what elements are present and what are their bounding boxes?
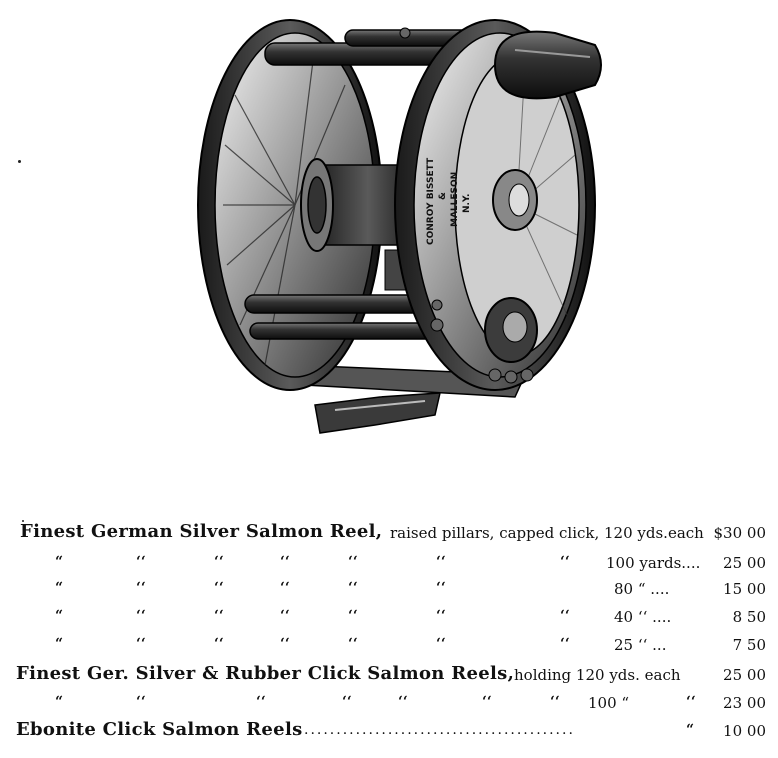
ditto-mark: “ (55, 694, 64, 710)
ditto-mark: ‘‘ (482, 694, 492, 710)
dot-leader: .......................................... (304, 722, 575, 738)
price: 23 00 (723, 694, 766, 712)
ditto-mark: “ (55, 580, 64, 596)
ditto-mark: ‘‘ (550, 694, 560, 710)
ditto-mark: ‘‘ (560, 608, 570, 624)
product-title: Ebonite Click Salmon Reels (16, 719, 303, 740)
product-description: raised pillars, capped click, 120 yds.each (390, 524, 704, 542)
ditto-mark: ‘‘ (280, 554, 290, 570)
ditto-mark: ‘‘ (136, 554, 146, 570)
ditto-mark: “ (55, 636, 64, 652)
list-item (0, 663, 778, 692)
ditto-mark: “ (686, 722, 695, 738)
ditto-mark: ‘‘ (214, 580, 224, 596)
svg-text:N.Y.: N.Y. (462, 193, 472, 213)
ditto-mark: ‘‘ (436, 608, 446, 624)
list-item (0, 608, 778, 634)
ditto-mark: ‘‘ (214, 554, 224, 570)
ditto-mark: ‘‘ (398, 694, 408, 710)
svg-text:&: & (438, 192, 448, 200)
product-description: 100 yards.... (606, 554, 701, 572)
ditto-mark: ‘‘ (560, 554, 570, 570)
svg-text:MALLESON: MALLESON (450, 171, 460, 227)
svg-text:CONROY BISSETT: CONROY BISSETT (426, 157, 436, 245)
ditto-mark: ‘‘ (436, 636, 446, 652)
ditto-mark: ‘‘ (436, 580, 446, 596)
price: $30 00 (713, 524, 766, 542)
price: 8 50 (732, 608, 766, 626)
ditto-mark: “ (55, 554, 64, 570)
product-title: Finest German Silver Salmon Reel, (20, 521, 383, 542)
product-description: holding 120 yds. each (514, 666, 681, 684)
ditto-mark: ‘‘ (280, 580, 290, 596)
ditto-mark: ‘‘ (686, 694, 696, 710)
salmon-reel-illustration (195, 5, 615, 435)
product-description: 80 “ .... (614, 580, 670, 598)
ditto-mark: ‘‘ (436, 554, 446, 570)
ditto-mark: ‘‘ (136, 580, 146, 596)
ditto-mark: ‘‘ (280, 636, 290, 652)
list-item (0, 554, 778, 580)
ditto-mark: ‘‘ (348, 636, 358, 652)
ditto-mark: ‘‘ (560, 636, 570, 652)
list-item (0, 636, 778, 662)
ditto-mark: ‘‘ (136, 694, 146, 710)
ditto-mark: “ (55, 608, 64, 624)
list-item (0, 694, 778, 720)
ditto-mark: ‘‘ (136, 636, 146, 652)
ditto-mark: ‘‘ (136, 608, 146, 624)
product-description: 40 ‘‘ .... (614, 608, 672, 626)
ditto-mark: ‘‘ (348, 608, 358, 624)
ditto-mark: ‘‘ (214, 636, 224, 652)
price: 7 50 (732, 636, 766, 654)
ditto-mark: ‘‘ (348, 580, 358, 596)
stray-dot (18, 160, 21, 163)
price: 25 00 (723, 666, 766, 684)
list-item (0, 521, 778, 550)
ditto-mark: ‘‘ (256, 694, 266, 710)
list-item (0, 580, 778, 606)
ditto-mark: ‘‘ (214, 608, 224, 624)
product-title: Finest Ger. Silver & Rubber Click Salmon Reels, (16, 663, 515, 684)
product-description: 25 ‘‘ ... (614, 636, 667, 654)
price: 25 00 (723, 554, 766, 572)
ditto-mark: ‘‘ (342, 694, 352, 710)
list-item (0, 719, 778, 748)
product-description: 100 “ (588, 694, 630, 712)
price: 10 00 (723, 722, 766, 740)
price: 15 00 (723, 580, 766, 598)
ditto-mark: ‘‘ (280, 608, 290, 624)
ditto-mark: ‘‘ (348, 554, 358, 570)
